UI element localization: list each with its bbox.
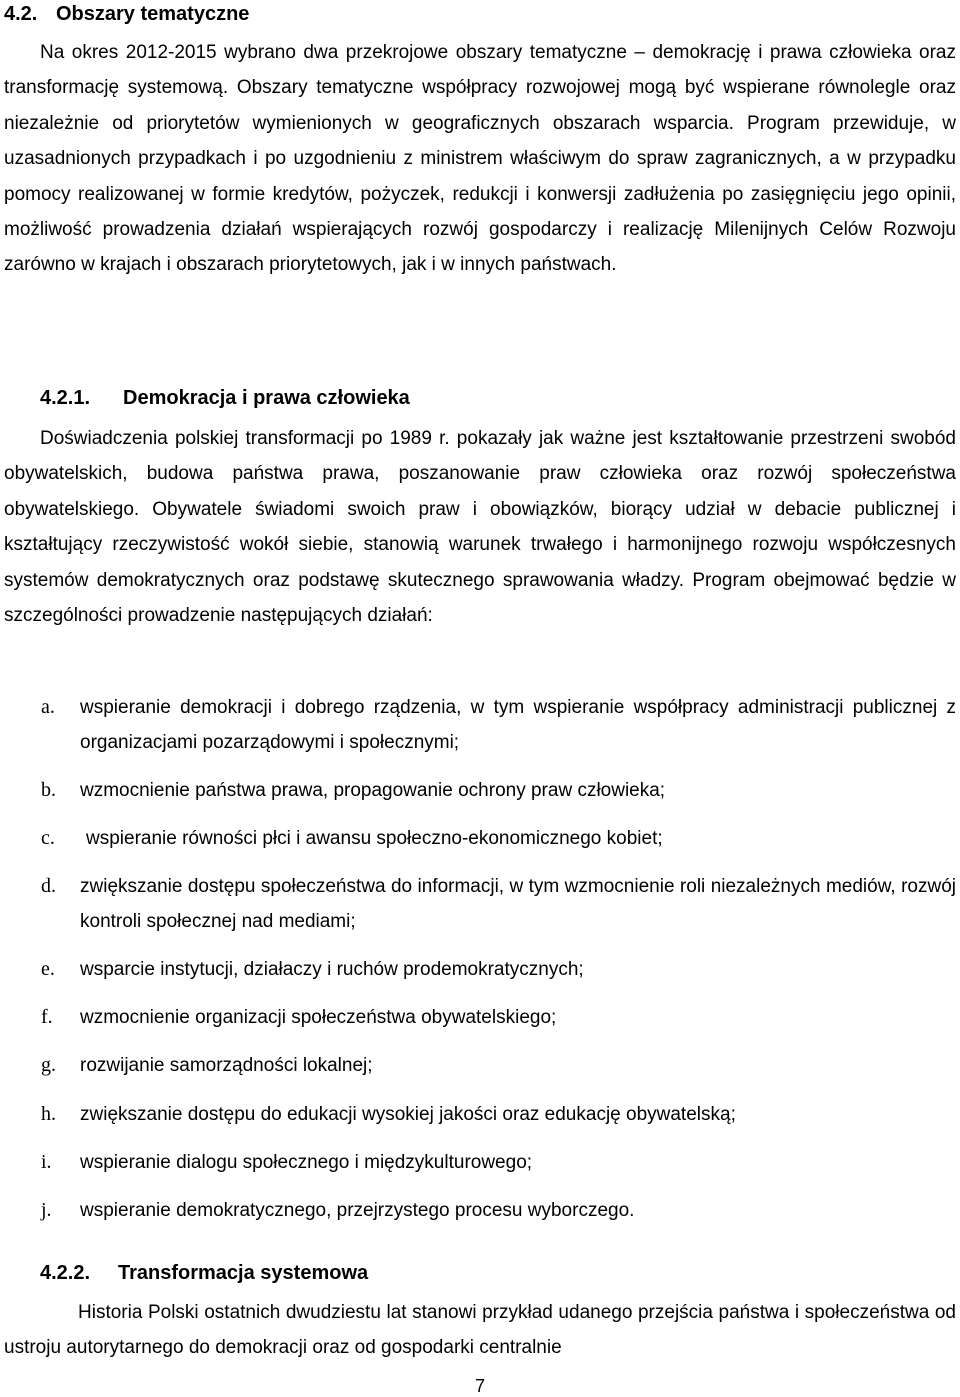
subsection-title-1: Demokracja i prawa człowieka <box>123 387 410 409</box>
list-item: zwiększanie dostępu do edukacji wysokiej jakości oraz edukację obywatelską; <box>80 1104 736 1125</box>
list-item-letter: f. <box>41 1006 53 1028</box>
subsection-number-2: 4.2.2. <box>40 1262 91 1284</box>
list-item: zwiększanie dostępu społeczeństwa do informacji, w tym wzmocnienie roli niezależnych mediów, rozwój kontroli społecznej nad mediami; <box>80 876 956 933</box>
list-item-letter: d. <box>41 875 56 897</box>
subsection-number-1: 4.2.1. <box>40 387 91 409</box>
list-item-letter: a. <box>41 696 55 718</box>
section-title: Obszary tematyczne <box>56 3 250 25</box>
list-item: wspieranie równości płci i awansu społeczno-ekonomicznego kobiet; <box>86 828 663 849</box>
page-number: 7 <box>474 1376 485 1396</box>
list-item-letter: g. <box>41 1054 56 1076</box>
list-item: wzmocnienie państwa prawa, propagowanie ochrony praw człowieka; <box>80 780 666 801</box>
section-number: 4.2. <box>4 3 38 25</box>
subsection-heading-2 <box>40 1261 368 1285</box>
list-item: wsparcie instytucji, działaczy i ruchów prodemokratycznych; <box>80 959 584 980</box>
list-item-letter: b. <box>41 779 56 801</box>
list-item-letter: j. <box>41 1199 52 1221</box>
list-item-letter: e. <box>41 958 55 980</box>
section-heading <box>4 2 249 26</box>
list-item: wspieranie demokracji i dobrego rządzenia, w tym wspieranie współpracy administracji publicznej z organizacjami pozarządowymi i społecznymi; <box>80 697 956 754</box>
list-item: wspieranie demokratycznego, przejrzystego procesu wyborczego. <box>80 1200 635 1221</box>
section-intro-paragraph: Na okres 2012-2015 wybrano dwa przekrojowe obszary tematyczne – demokrację i prawa człowieka oraz transformację systemową. Obszary tematyczne współpracy rozwojowej mogą być wspierane równolegle oraz niezależnie od priorytetów wymienionych w geograficznych obszarach wsparcia. Program przewiduje, w uzasadnionych przypadkach i po uzgodnieniu z ministrem właściwym do spraw zagranicznych, a w przypadku pomocy realizowanej w formie kredytów, pożyczek, redukcji i konwersji zadłużenia po zasięgnięciu jego opinii, możliwość prowadzenia działań wspierających rozwój gospodarczy i realizację Milenijnych Celów Rozwoju zarówno w krajach i obszarach priorytetowych, jak i w innych państwach. <box>4 42 956 276</box>
list-item: rozwijanie samorządności lokalnej; <box>80 1055 373 1076</box>
list-item-letter: c. <box>41 827 55 849</box>
subsection-title-2: Transformacja systemowa <box>118 1262 369 1284</box>
list-item: wspieranie dialogu społecznego i międzykulturowego; <box>80 1152 533 1173</box>
list-item: wzmocnienie organizacji społeczeństwa obywatelskiego; <box>80 1007 557 1028</box>
subsection-1-paragraph: Doświadczenia polskiej transformacji po 1989 r. pokazały jak ważne jest kształtowanie przestrzeni swobód obywatelskich, budowa państwa prawa, poszanowanie praw człowieka oraz rozwój społeczeństwa obywatelskiego. Obywatele świadomi swoich praw i obowiązków, biorący udział w debacie publicznej i kształtujący rzeczywistość wokół siebie, stanowią warunek trwałego i harmonijnego rozwoju współczesnych systemów demokratycznych oraz podstawę skutecznego sprawowania władzy. Program obejmować będzie w szczególności prowadzenie następujących działań: <box>4 428 956 627</box>
subsection-2-paragraph: Historia Polski ostatnich dwudziestu lat stanowi przykład udanego przejścia państwa i społeczeństwa od ustroju autorytarnego do demokracji oraz od gospodarki centralnie <box>4 1302 956 1359</box>
list-item-letter: i. <box>41 1151 52 1173</box>
subsection-heading-1 <box>40 386 410 410</box>
list-item-letter: h. <box>41 1103 56 1125</box>
